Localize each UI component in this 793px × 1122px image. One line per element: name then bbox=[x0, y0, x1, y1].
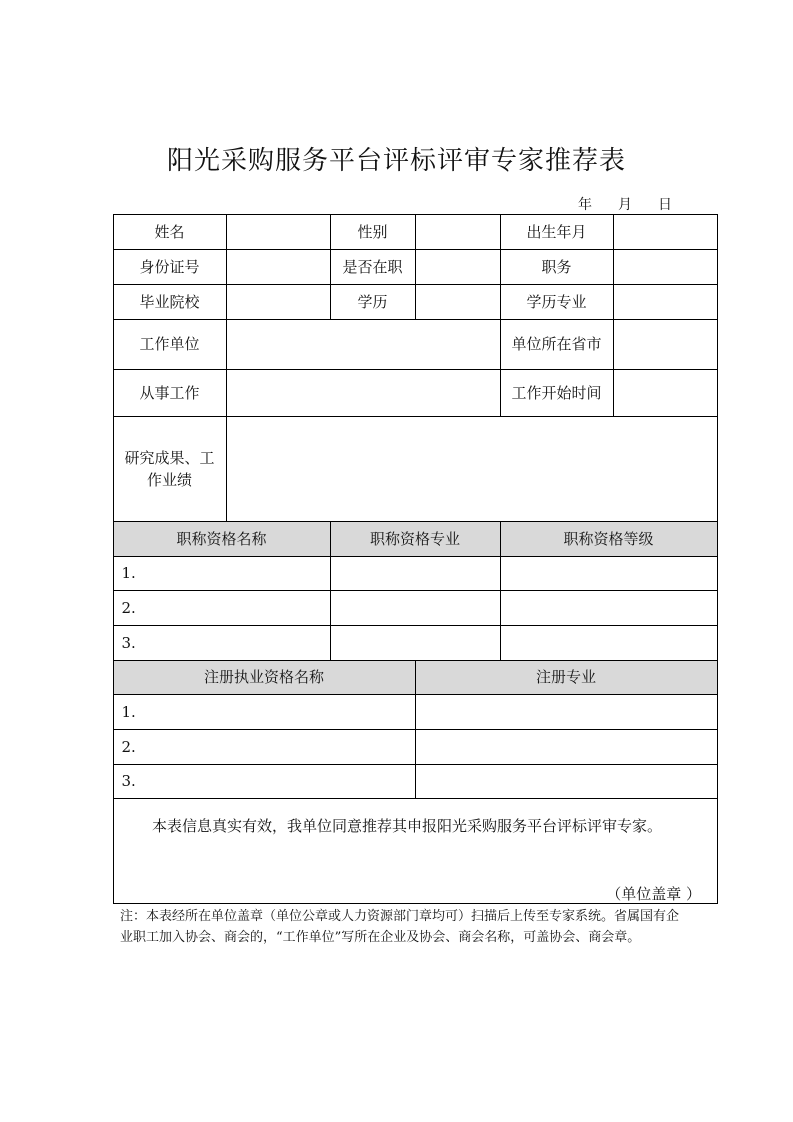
title-row-1-level[interactable] bbox=[500, 556, 718, 591]
input-position[interactable] bbox=[613, 249, 718, 285]
input-name[interactable] bbox=[226, 214, 331, 250]
label-work: 从事工作 bbox=[113, 369, 227, 417]
header-reg-name: 注册执业资格名称 bbox=[113, 660, 416, 695]
label-employed: 是否在职 bbox=[330, 249, 416, 285]
input-major[interactable] bbox=[613, 284, 718, 320]
reg-row-2-major[interactable] bbox=[415, 729, 718, 765]
date-line bbox=[578, 194, 698, 214]
month-label: 月 bbox=[618, 197, 632, 213]
label-name: 姓名 bbox=[113, 214, 227, 250]
header-title-level: 职称资格等级 bbox=[500, 521, 718, 557]
input-work[interactable] bbox=[226, 369, 501, 417]
label-gender: 性别 bbox=[330, 214, 416, 250]
label-employer: 工作单位 bbox=[113, 319, 227, 370]
footnote: 注：本表经所在单位盖章（单位公章或人力资源部门章均可）扫描后上传至专家系统。省属国有企业职工加入协会、商会的，“工作单位”写所在企业及协会、商会名称，可盖协会、商会章。 bbox=[120, 909, 680, 945]
header-reg-major: 注册专业 bbox=[415, 660, 718, 695]
input-employer[interactable] bbox=[226, 319, 501, 370]
day-label: 日 bbox=[658, 197, 672, 213]
label-start: 工作开始时间 bbox=[500, 369, 614, 417]
title-row-2-level[interactable] bbox=[500, 590, 718, 626]
label-position: 职务 bbox=[500, 249, 614, 285]
label-school: 毕业院校 bbox=[113, 284, 227, 320]
header-title-name: 职称资格名称 bbox=[113, 521, 331, 557]
header-title-major: 职称资格专业 bbox=[330, 521, 501, 557]
reg-row-2-name[interactable]: 2. bbox=[113, 729, 416, 765]
title-row-1-name[interactable]: 1. bbox=[113, 556, 331, 591]
reg-row-3-name[interactable]: 3. bbox=[113, 764, 416, 799]
title-row-3-name[interactable]: 3. bbox=[113, 625, 331, 661]
label-birth: 出生年月 bbox=[500, 214, 614, 250]
input-employed[interactable] bbox=[415, 249, 501, 285]
reg-row-1-major[interactable] bbox=[415, 694, 718, 730]
title-row-3-level[interactable] bbox=[500, 625, 718, 661]
input-location[interactable] bbox=[613, 319, 718, 370]
title-row-3-major[interactable] bbox=[330, 625, 501, 661]
reg-row-1-name[interactable]: 1. bbox=[113, 694, 416, 730]
label-education: 学历 bbox=[330, 284, 416, 320]
reg-row-3-major[interactable] bbox=[415, 764, 718, 799]
input-id[interactable] bbox=[226, 249, 331, 285]
year-label: 年 bbox=[578, 197, 592, 213]
label-id: 身份证号 bbox=[113, 249, 227, 285]
declaration-text: 本表信息真实有效，我单位同意推荐其申报阳光采购服务平台评标评审专家。 bbox=[152, 817, 663, 835]
title-row-2-major[interactable] bbox=[330, 590, 501, 626]
input-gender[interactable] bbox=[415, 214, 501, 250]
title-row-1-major[interactable] bbox=[330, 556, 501, 591]
input-birth[interactable] bbox=[613, 214, 718, 250]
label-achievements: 研究成果、工作业绩 bbox=[113, 416, 227, 522]
label-location: 单位所在省市 bbox=[500, 319, 614, 370]
input-school[interactable] bbox=[226, 284, 331, 320]
label-major: 学历专业 bbox=[500, 284, 614, 320]
stamp-label: （单位盖章 ） bbox=[606, 885, 701, 903]
input-start[interactable] bbox=[613, 369, 718, 417]
input-education[interactable] bbox=[415, 284, 501, 320]
title-row-2-name[interactable]: 2. bbox=[113, 590, 331, 626]
declaration-box bbox=[113, 798, 718, 904]
form-title: 阳光采购服务平台评标评审专家推荐表 bbox=[166, 146, 626, 176]
input-achievements[interactable] bbox=[226, 416, 718, 522]
